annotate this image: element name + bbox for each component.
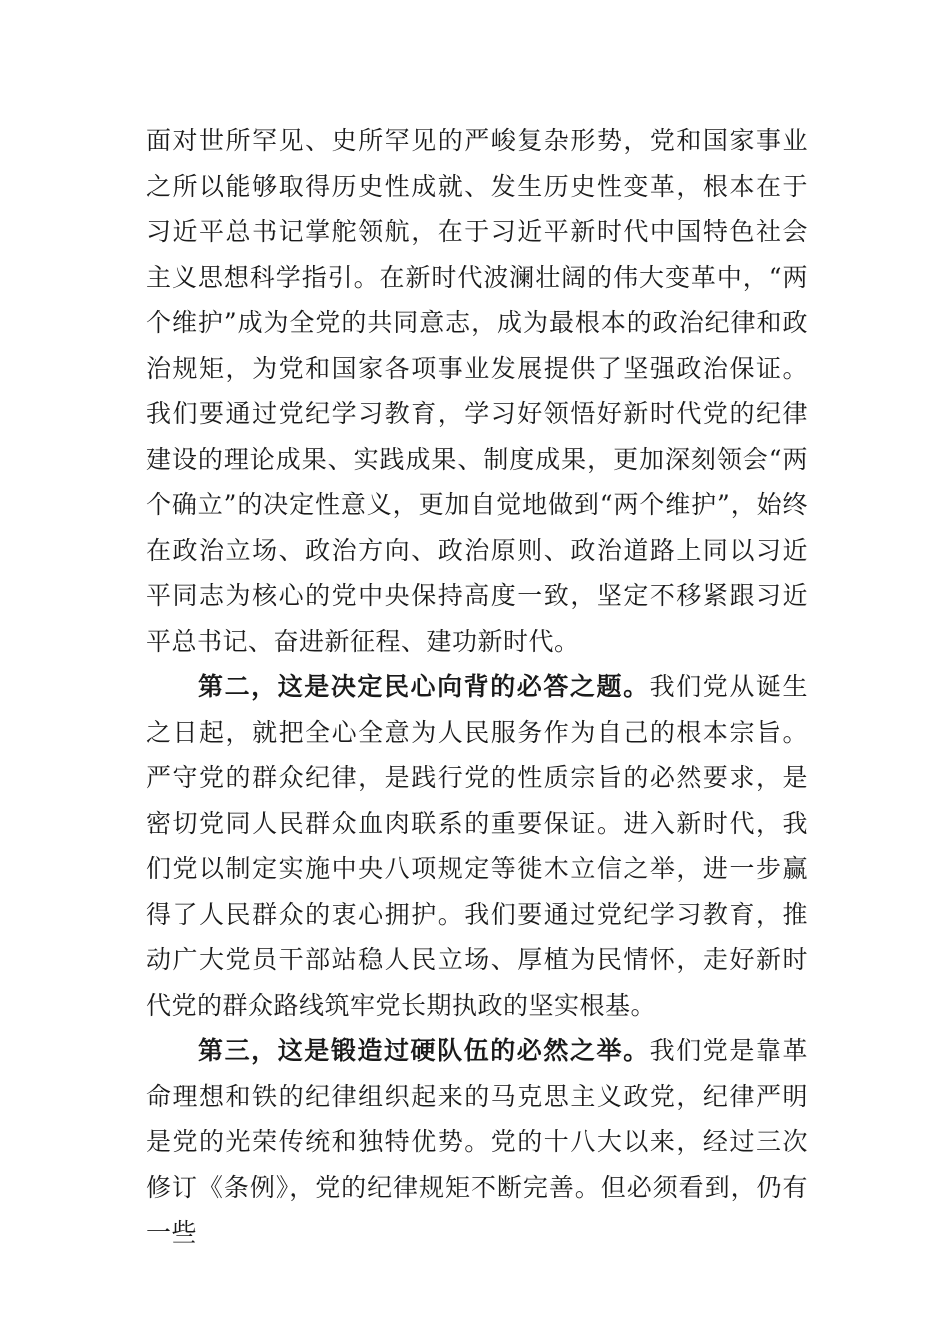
paragraph-3 — [146, 1028, 808, 1256]
paragraph-2-text: 我们党从诞生之日起，就把全心全意为人民服务作为自己的根本宗旨。严守党的群众纪律，是践行党的性质宗旨的必然要求，是密切党同人民群众血肉联系的重要保证。进入新时代，我们党以制定实施中央八项规定等徙木立信之举，进一步赢得了人民群众的衷心拥护。我们要通过党纪学习教育，推动广大党员干部站稳人民立场、厚植为民情怀，走好新时代党的群众路线筑牢党长期执政的坚实根基。 — [146, 672, 808, 1020]
paragraph-1-text: 面对世所罕见、史所罕见的严峻复杂形势，党和国家事业之所以能够取得历史性成就、发生历史性变革，根本在于习近平总书记掌舵领航，在于习近平新时代中国特色社会主义思想科学指引。在新时代波澜壮阔的伟大变革中，“两个维护”成为全党的共同意志，成为最根本的政治纪律和政治规矩，为党和国家各项事业发展提供了坚强政治保证。我们要通过党纪学习教育，学习好领悟好新时代党的纪律建设的理论成果、实践成果、制度成果，更加深刻领会“两个确立”的决定性意义，更加自觉地做到“两个维护”，始终在政治立场、政治方向、政治原则、政治道路上同以习近平同志为核心的党中央保持高度一致，坚定不移紧跟习近平总书记、奋进新征程、建功新时代。 — [146, 126, 808, 656]
paragraph-1 — [146, 118, 808, 664]
paragraph-2 — [146, 664, 808, 1028]
paragraph-3-text: 我们党是靠革命理想和铁的纪律组织起来的马克思主义政党，纪律严明是党的光荣传统和独特优势。党的十八大以来，经过三次修订《条例》，党的纪律规矩不断完善。但必须看到，仍有一些 — [146, 1036, 808, 1247]
paragraph-3-lead: 第三，这是锻造过硬队伍的必然之举。 — [198, 1036, 650, 1065]
paragraph-2-lead: 第二，这是决定民心向背的必答之题。 — [198, 672, 650, 701]
document-body — [146, 118, 808, 1256]
